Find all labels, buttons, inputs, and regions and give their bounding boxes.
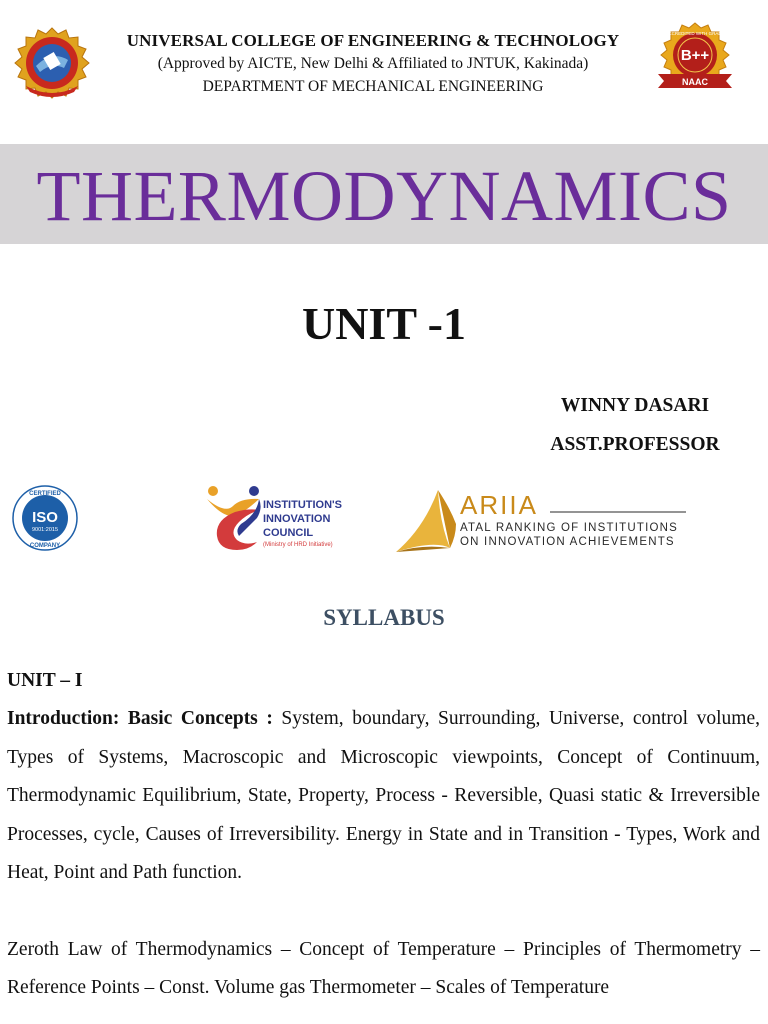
iic-logo <box>205 484 365 556</box>
department-name: DEPARTMENT OF MECHANICAL ENGINEERING <box>202 78 544 95</box>
iso-bottom-text: COMPANY <box>29 543 61 549</box>
intro-text: System, boundary, Surrounding, Universe, control volume, Types of Systems, Macroscopic and Microscopic viewpoints, Concept of Continuum, Thermodynamic Equilibrium, State, Property, Process - Reversible, Quasi static & Irreversible Processes, cycle, Causes of Irreversibility. Energy in State and in Transition - Types, Work and Heat, Point and Path function. <box>7 708 760 884</box>
iic-line2: INNOVATION <box>263 513 331 525</box>
syllabus-heading: SYLLABUS <box>323 605 445 630</box>
college-emblem-logo <box>12 26 92 100</box>
intro-paragraph <box>7 700 760 892</box>
document-header <box>0 0 768 110</box>
unit-heading: UNIT -1 <box>301 298 466 349</box>
ariia-line2: ON INNOVATION ACHIEVEMENTS <box>460 536 675 548</box>
author-designation: ASST.PROFESSOR <box>550 434 720 455</box>
iso-standard-text: 9001:2015 <box>32 527 58 533</box>
iso-top-text: CERTIFIED <box>29 491 61 497</box>
author-name: WINNY DASARI <box>560 395 710 416</box>
iso-text: ISO <box>32 509 58 526</box>
iic-line4: (Ministry of HRD Initiative) <box>263 542 333 548</box>
iso-certified-logo <box>12 485 78 551</box>
naac-badge-logo <box>654 22 736 96</box>
document-title: THERMODYNAMICS <box>36 156 732 236</box>
naac-ribbon-text: ACCREDITED WITH GRADE <box>665 31 725 36</box>
iic-line3: COUNCIL <box>263 527 314 539</box>
naac-label: NAAC <box>682 77 708 87</box>
header-text-block <box>92 30 654 98</box>
title-band <box>0 144 768 244</box>
syllabus-content <box>7 662 760 1008</box>
naac-grade: B++ <box>680 47 710 64</box>
ariia-line1: ATAL RANKING OF INSTITUTIONS <box>460 522 679 534</box>
approval-line: (Approved by AICTE, New Delhi & Affiliated to JNTUK, Kakinada) <box>157 55 589 72</box>
college-name: UNIVERSAL COLLEGE OF ENGINEERING & TECHNOLOGY <box>126 31 620 50</box>
zeroth-law-paragraph: Zeroth Law of Thermodynamics – Concept of Temperature – Principles of Thermometry – Reference Points – Const. Volume gas Thermometer – Scales of Temperature <box>7 938 760 999</box>
intro-label: Introduction: Basic Concepts : <box>7 708 273 730</box>
ariia-logo <box>394 484 694 556</box>
ariia-name: ARIIA <box>460 490 538 520</box>
iic-line1: INSTITUTION'S <box>263 499 343 511</box>
author-block <box>520 386 750 464</box>
unit-label: UNIT – I <box>7 670 83 691</box>
